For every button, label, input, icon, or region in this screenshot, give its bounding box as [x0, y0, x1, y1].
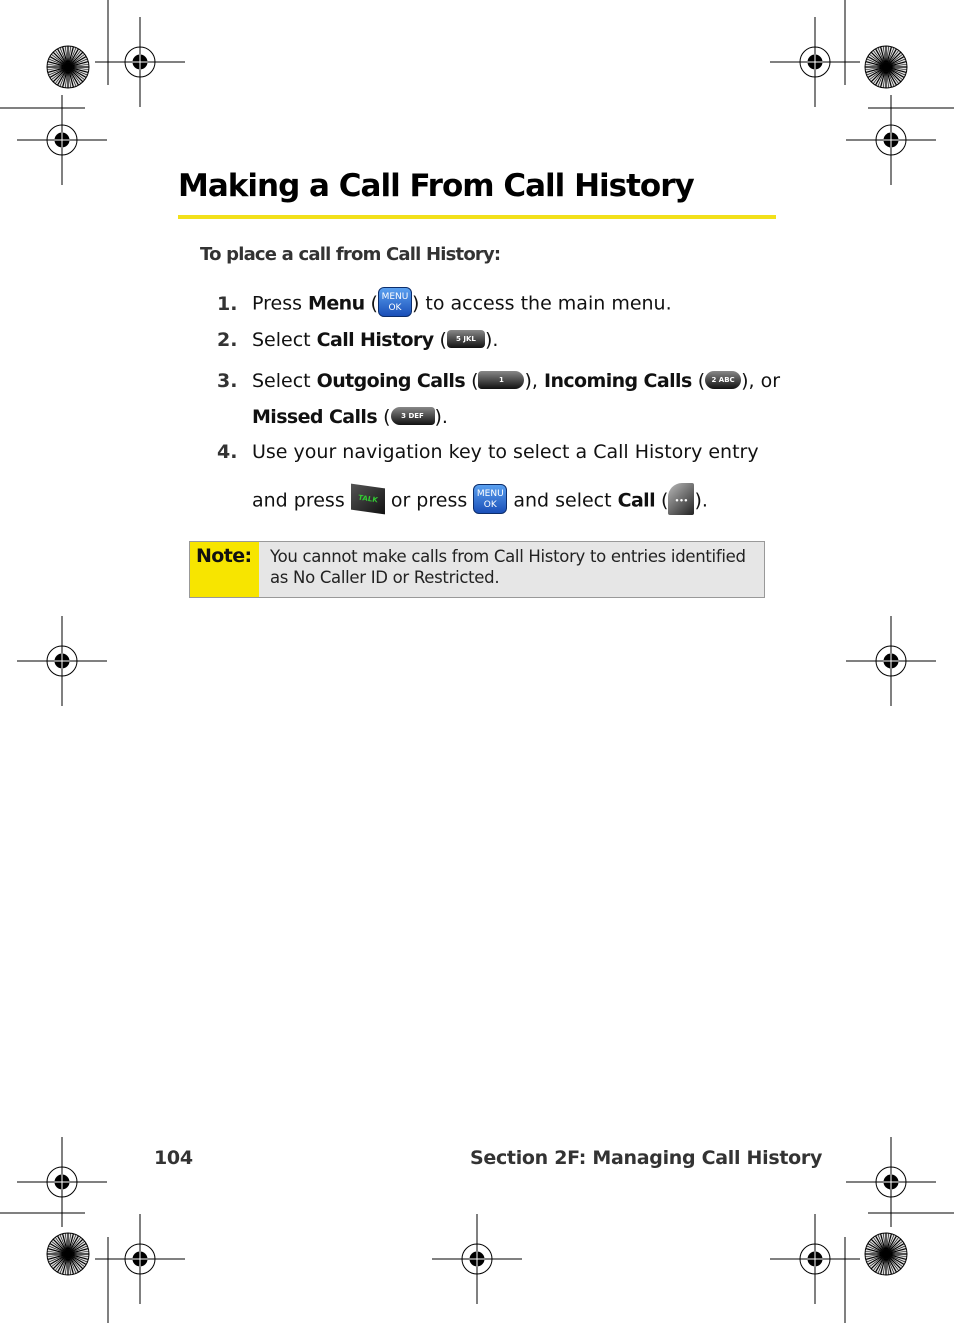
registration-target-icon — [770, 1214, 860, 1304]
step-4 — [217, 441, 759, 463]
key-5-icon: 5 JKL — [447, 330, 485, 348]
step-1 — [217, 289, 672, 319]
menu-ok-key-icon: MENU OK — [473, 484, 507, 514]
text: ( — [691, 370, 706, 392]
registration-target-icon — [432, 1214, 522, 1304]
page-number: 104 — [154, 1147, 193, 1169]
page-title: Making a Call From Call History — [178, 168, 694, 204]
step-number: 2. — [217, 329, 238, 351]
text: ( — [364, 292, 378, 315]
text: ( — [377, 406, 391, 428]
text: ), — [524, 370, 544, 392]
starburst-target-icon — [865, 1233, 907, 1275]
procedure-heading: To place a call from Call History: — [200, 244, 501, 265]
step-3-continued — [252, 406, 448, 428]
starburst-target-icon — [47, 46, 89, 88]
step-number: 3. — [217, 370, 238, 392]
softkey-icon: ••• — [668, 483, 694, 515]
registration-target-icon — [17, 616, 107, 706]
step-number: 1. — [217, 292, 238, 315]
text: Press — [252, 292, 309, 315]
note-label: Note: — [190, 542, 259, 597]
text: ( — [465, 370, 479, 392]
note-box — [189, 541, 765, 598]
text: ). — [484, 329, 499, 351]
call-history-term: Call History — [316, 329, 434, 351]
text: Select — [252, 329, 317, 351]
text: or press — [384, 489, 474, 512]
call-term: Call — [617, 489, 655, 512]
text: Use your navigation key to select a Call History entry — [252, 441, 759, 463]
step-3 — [217, 370, 780, 392]
title-underline — [178, 215, 776, 219]
menu-ok-key-icon: MENU OK — [378, 287, 412, 317]
starburst-target-icon — [865, 46, 907, 88]
note-text: You cannot make calls from Call History to entries identified as No Caller ID or Restricted. — [270, 547, 746, 587]
text: ( — [433, 329, 447, 351]
step-number: 4. — [217, 441, 238, 463]
text: ) to access the main menu. — [411, 292, 672, 315]
outgoing-calls-term: Outgoing Calls — [316, 370, 466, 392]
key-2-icon: 2 ABC — [705, 371, 741, 389]
text: and press — [252, 489, 351, 512]
key-3-icon: 3 DEF — [391, 407, 435, 425]
incoming-calls-term: Incoming Calls — [543, 370, 692, 392]
menu-term: Menu — [308, 292, 365, 315]
key-1-icon: 1 — [478, 371, 524, 389]
registration-target-icon — [846, 616, 936, 706]
text: Select — [252, 370, 317, 392]
talk-key-icon: TALK — [351, 484, 385, 515]
step-2 — [217, 329, 498, 351]
step-4-continued — [252, 485, 708, 517]
text: ), or — [741, 370, 781, 392]
text: and select — [507, 489, 618, 512]
starburst-target-icon — [47, 1233, 89, 1275]
section-title: Section 2F: Managing Call History — [470, 1147, 823, 1169]
text: ( — [655, 489, 669, 512]
registration-target-icon — [770, 17, 860, 107]
text: ). — [434, 406, 448, 428]
missed-calls-term: Missed Calls — [252, 406, 378, 428]
text: ). — [694, 489, 708, 512]
